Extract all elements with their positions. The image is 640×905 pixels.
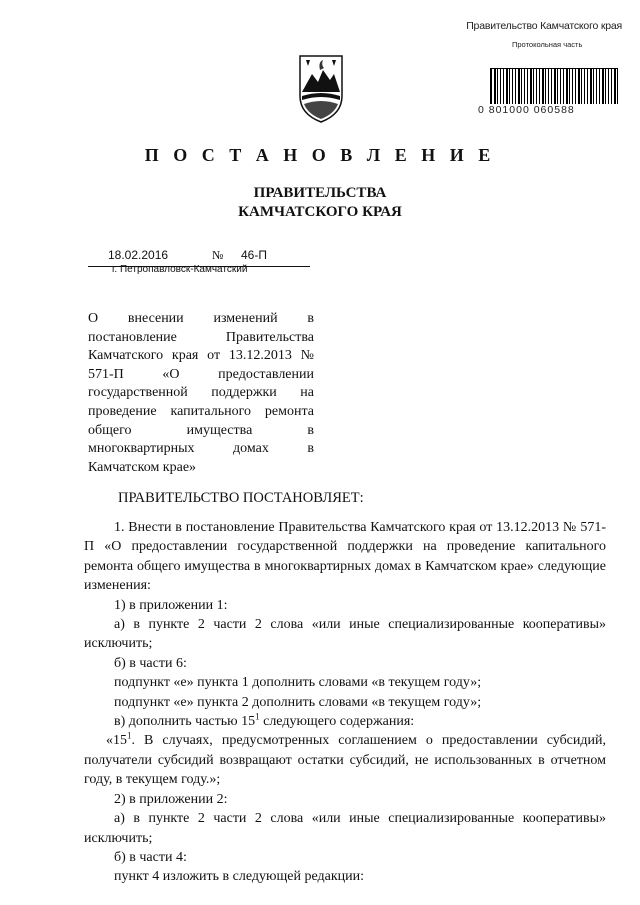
document-body [84,518,606,887]
stamp-part-label: Протокольная часть [512,40,583,49]
body-paragraph: 1. Внести в постановление Правительства Камчатского края от 13.12.2013 № 571-П «О предоставлении государственной поддержки на проведение капитального ремонта общего имущества в многоквартирных домах в Камчатском крае» следующие изменения: [84,520,606,594]
issuer-line-2: КАМЧАТСКОГО КРАЯ [238,204,402,220]
body-paragraph: а) в пункте 2 части 2 слова «или иные специализированные кооперативы» исключить; [84,811,606,846]
p7-text-post: следующего содержания: [263,714,415,730]
p8-text-pre: «15 [106,733,127,749]
body-paragraph: подпункт «е» пункта 1 дополнить словами «в текущем году»; [114,675,482,691]
body-paragraph [84,712,606,731]
registration-stamp [462,20,622,116]
document-type: П О С Т А Н О В Л Е Н И Е [144,145,496,165]
p8-text-post: . В случаях, предусмотренных соглашением о предоставлении субсидий, получатели субсидий возвращают остатки субсидий, не использованных в отчетном году, в текущем году.»; [84,733,606,788]
decree-header: ПРАВИТЕЛЬСТВО ПОСТАНОВЛЯЕТ: [118,490,364,506]
body-paragraph: б) в части 6: [114,655,187,671]
stamp-organization: Правительство Камчатского края [466,20,622,32]
body-paragraph: 2) в приложении 2: [114,791,228,807]
document-number: 46-П [241,248,267,262]
issuer [0,184,640,222]
barcode-number: 0 801000 060588 [476,104,622,116]
body-paragraph: пункт 4 изложить в следующей редакции: [114,869,364,885]
document-subject: О внесении изменений в постановление Правительства Камчатского края от 13.12.2013 № 571-П «О предоставлении государственной поддержки на проведение капитального ремонта общего имущества в многоквартирных домах в Камчатском крае» [88,311,314,475]
document-date: 18.02.2016 [108,248,169,262]
number-sign: № [212,248,224,262]
p7-text-pre: в) дополнить частью 15 [114,714,256,730]
kamchatka-coat-of-arms-icon [296,52,346,124]
body-paragraph: а) в пункте 2 части 2 слова «или иные специализированные кооперативы» исключить; [84,617,606,652]
body-paragraph: 1) в приложении 1: [114,597,228,613]
document-city: г. Петропавловск-Камчатский [112,264,248,275]
issuer-line-1: ПРАВИТЕЛЬСТВА [253,185,387,201]
body-paragraph: подпункт «е» пункта 2 дополнить словами «в текущем году»; [114,694,482,710]
p7-superscript: 1 [255,711,260,722]
body-paragraph [84,731,606,789]
body-paragraph: б) в части 4: [114,849,187,865]
p8-superscript: 1 [127,730,132,741]
